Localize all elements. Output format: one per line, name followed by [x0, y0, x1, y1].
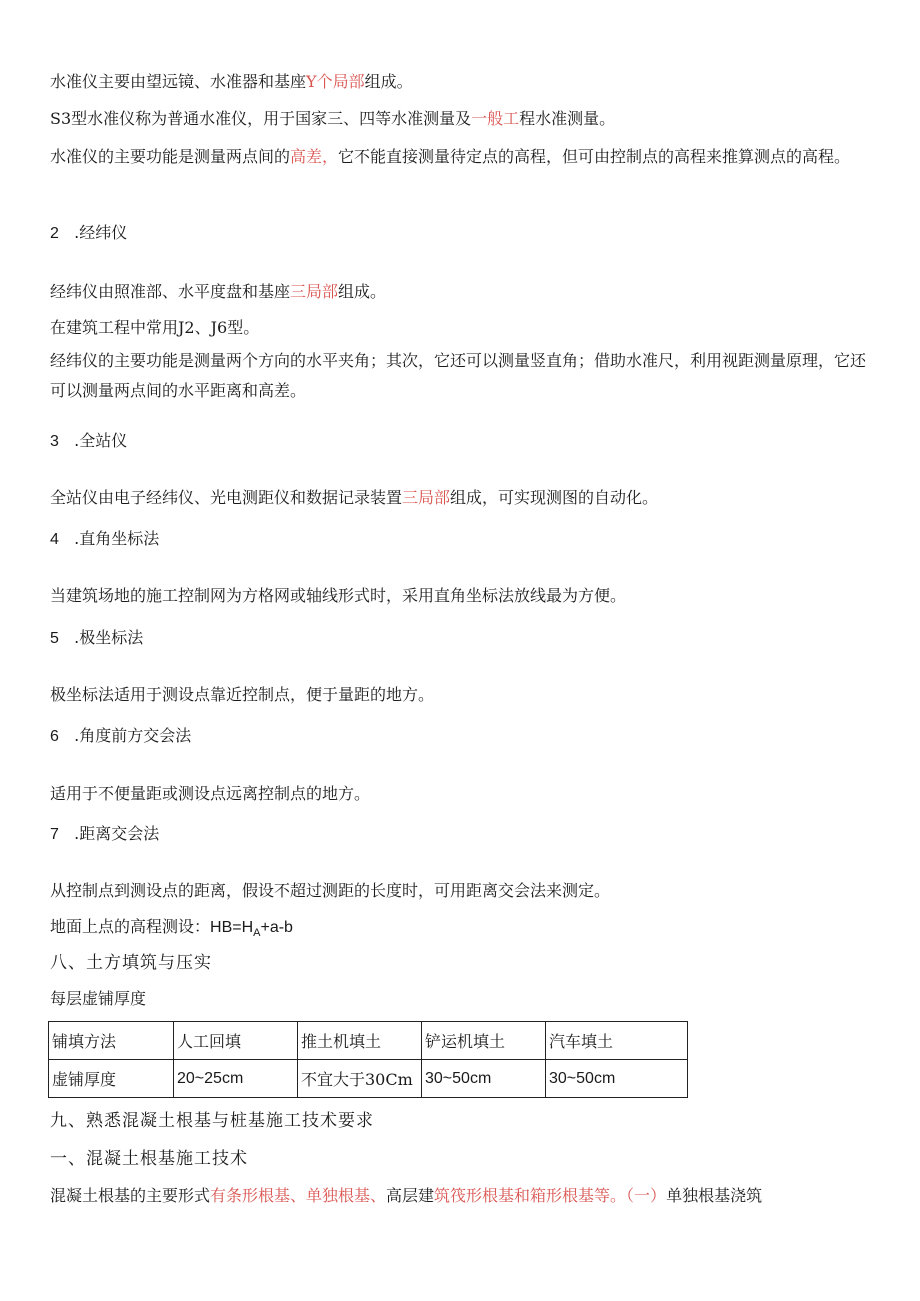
section-heading-9: 九、熟悉混凝土根基与桩基施工技术要求 — [50, 1111, 374, 1131]
section-title: .全站仪 — [74, 431, 128, 450]
table-cell: 20~25cm — [174, 1060, 298, 1098]
text: S3型水准仪称为普通水准仪，用于国家三、四等水准测量及 — [50, 109, 472, 128]
section-number: 2 — [50, 225, 59, 242]
table-row — [49, 1060, 688, 1098]
section-heading-2 — [50, 222, 127, 245]
section-heading-5 — [50, 627, 143, 650]
section-heading-8: 八、土方填筑与压实 — [50, 953, 212, 973]
text: 组成。 — [338, 282, 387, 301]
section-title: .角度前方交会法 — [74, 726, 192, 745]
paragraph-elevation-formula — [50, 916, 293, 944]
fill-thickness-table — [48, 1021, 688, 1098]
paragraph-s3-level — [50, 108, 615, 130]
section-title: .直角坐标法 — [74, 529, 160, 548]
section-number: 3 — [50, 433, 59, 450]
paragraph-level-components — [50, 71, 413, 93]
text: 水准仪的主要功能是测量两点间的 — [50, 147, 291, 166]
formula: $HB=H_A+a-b$ — [210, 919, 293, 940]
highlight-text: 筑筏形根基和箱形根基等。（一） — [434, 1186, 667, 1205]
section-number: 5 — [50, 630, 59, 647]
text: 混凝土根基的主要形式 — [50, 1186, 211, 1205]
section-number: 7 — [50, 826, 59, 843]
highlight-text: 有条形根基、单独根基、 — [210, 1186, 387, 1205]
paragraph-theodolite-components — [50, 281, 386, 303]
table-cell: 30~50cm — [422, 1060, 546, 1098]
text: 它不能直接测量待定点的高程，但可由控制点的高程来推算测点的高程。 — [338, 147, 851, 166]
subsection-heading-1: 一、混凝土根基施工技术 — [50, 1149, 248, 1169]
text: 高层建 — [386, 1186, 435, 1205]
highlight-text: 一般工 — [471, 109, 520, 128]
table-caption: 每层虚铺厚度 — [50, 989, 147, 1008]
text: 地面上点的高程测设： — [50, 917, 211, 936]
paragraph-theodolite-function: 经纬仪的主要功能是测量两个方向的水平夹角；其次，它还可以测量竖直角；借助水准尺，利用视距测量原理，它还可以测量两点间的水平距离和高差。 — [50, 351, 867, 400]
paragraph-rectangular-method: 当建筑场地的施工控制网为方格网或轴线形式时，采用直角坐标法放线最为方便。 — [50, 586, 627, 605]
text: 水准仪主要由望远镜、水准器和基座 — [50, 72, 307, 91]
table-cell: 虚铺厚度 — [49, 1060, 174, 1098]
table-cell: 铲运机填土 — [422, 1022, 546, 1060]
table-cell: 人工回填 — [174, 1022, 298, 1060]
section-heading-4 — [50, 528, 159, 551]
table-cell: 推土机填土 — [298, 1022, 422, 1060]
paragraph-distance-intersection: 从控制点到测设点的距离，假设不超过测距的长度时，可用距离交会法来测定。 — [50, 881, 611, 900]
text: 组成。 — [364, 72, 413, 91]
table-cell: 铺填方法 — [49, 1022, 174, 1060]
paragraph-theodolite-types: 在建筑工程中常用J2、J6型。 — [50, 318, 260, 337]
table-cell: 30~50cm — [546, 1060, 688, 1098]
highlight-text: 三局部 — [402, 488, 451, 507]
paragraph-polar-method: 极坐标法适用于测设点靠近控制点，便于量距的地方。 — [50, 685, 435, 704]
highlight-text: Y个局部 — [306, 72, 365, 91]
highlight-text: 高差， — [290, 147, 339, 166]
section-title: .极坐标法 — [74, 628, 144, 647]
section-heading-3 — [50, 430, 127, 453]
text: 组成，可实现测图的自动化。 — [450, 488, 659, 507]
text: 单独根基浇筑 — [666, 1186, 763, 1205]
section-number: 6 — [50, 728, 59, 745]
section-title: .经纬仪 — [74, 223, 128, 242]
section-title: .距离交会法 — [74, 824, 160, 843]
paragraph-level-function — [50, 142, 872, 172]
paragraph-total-station — [50, 487, 658, 509]
table-cell: 不宜大于30Cm — [298, 1060, 422, 1098]
highlight-text: 三局部 — [290, 282, 339, 301]
table-cell: 汽车填土 — [546, 1022, 688, 1060]
table-header-row — [49, 1022, 688, 1060]
text: 程水准测量。 — [519, 109, 616, 128]
paragraph-foundation-forms — [50, 1185, 762, 1207]
text: 经纬仪由照准部、水平度盘和基座 — [50, 282, 291, 301]
section-number: 4 — [50, 531, 59, 548]
section-heading-7 — [50, 823, 159, 846]
paragraph-angle-intersection: 适用于不便量距或测设点远离控制点的地方。 — [50, 784, 371, 803]
text: 全站仪由电子经纬仪、光电测距仪和数据记录装置 — [50, 488, 403, 507]
section-heading-6 — [50, 725, 191, 748]
